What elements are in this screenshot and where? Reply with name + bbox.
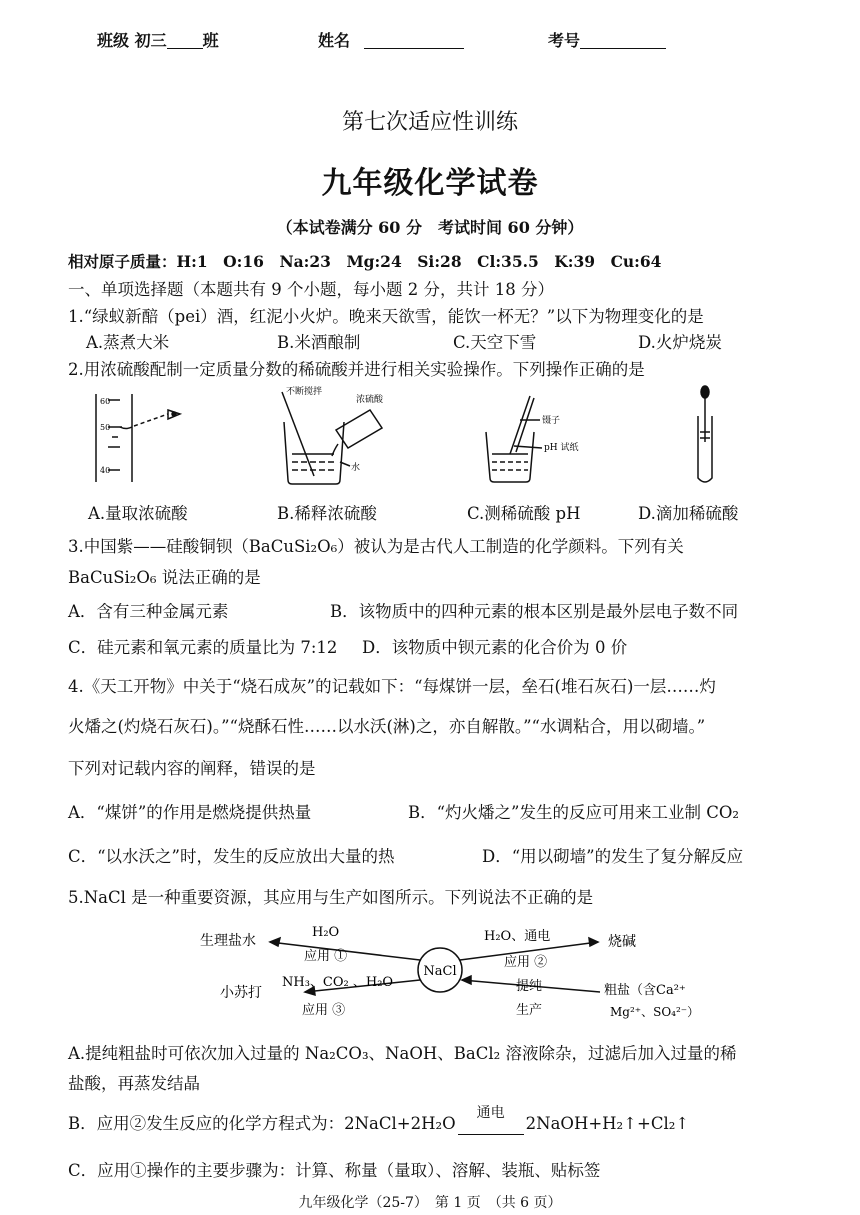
q3-option-d[interactable]: D．该物质中钡元素的化合价为 0 价 [362, 638, 628, 657]
exam-no-blank[interactable] [580, 47, 666, 49]
dropper-figure [698, 386, 712, 482]
q3-option-b[interactable]: B．该物质中的四种元素的根本区别是最外层电子数不同 [330, 602, 739, 621]
section-heading: 一、单项选择题（本题共有 9 个小题，每小题 2 分，共计 18 分） [68, 280, 554, 299]
q5-option-b-text: B．应用②发生反应的化学方程式为：2NaCl+2H₂O [68, 1114, 456, 1133]
q5-option-c[interactable]: C．应用①操作的主要步骤为：计算、称量（量取）、溶解、装瓶、贴标签 [68, 1161, 601, 1180]
q2-option-b[interactable]: B.稀释浓硫酸 [277, 504, 377, 523]
q4-option-d[interactable]: D．“用以砌墙”的发生了复分解反应 [482, 847, 744, 866]
question-4-line-2: 火燔之(灼烧石灰石)。”“烧酥石性……以水沃(淋)之，亦自解散。”“水调粘合，用以砌墙。” [68, 717, 706, 736]
question-4-line-1: 4.《天工开物》中关于“烧石成灰”的记载如下：“每煤饼一层，垒石(堆石灰石)一层……灼 [68, 677, 716, 696]
app-2-label: 应用 ② [504, 955, 548, 970]
tweezers-label: 镊子 [542, 416, 561, 426]
exam-no-label: 考号 [548, 31, 581, 50]
page-title: 九年级化学试卷 [321, 166, 539, 201]
cylinder-mark-50: 50 [100, 423, 111, 432]
q1-option-a[interactable]: A.蒸煮大米 [86, 333, 170, 352]
reaction-condition-label: 通电 [476, 1105, 505, 1121]
right-top-reagent: H₂O、通电 [484, 929, 551, 944]
q5-option-b[interactable] [68, 1105, 690, 1135]
page-footer: 九年级化学（25-7） 第 1 页 （共 6 页） [298, 1195, 562, 1211]
q5-option-b-products: 2NaOH+H₂↑+Cl₂↑ [525, 1114, 690, 1133]
reaction-condition [458, 1105, 524, 1135]
left-bottom-reagent: NH₃、CO₂ 、H₂O [282, 975, 394, 990]
class-label: 班级 [97, 31, 130, 50]
question-3-stem-2: BaCuSi₂O₆ 说法正确的是 [68, 568, 261, 587]
ph-test-figure [486, 396, 542, 482]
name-label: 姓名 [318, 31, 351, 50]
nacl-center: NaCl [423, 964, 457, 979]
left-top-reagent: H₂O [312, 925, 340, 940]
crude-salt-label: 粗盐（含Ca²⁺ [604, 983, 686, 998]
q1-option-c[interactable]: C.天空下雪 [453, 333, 537, 352]
q1-option-d[interactable]: D.火炉烧炭 [638, 333, 722, 352]
water-label: 水 [351, 463, 361, 473]
q1-option-b[interactable]: B.米酒酿制 [277, 333, 361, 352]
q5-option-a-line-1[interactable]: A.提纯粗盐时可依次加入过量的 Na₂CO₃、NaOH、BaCl₂ 溶液除杂，过滤后加入过量的稀 [68, 1044, 737, 1063]
purify-label: 提纯 [516, 979, 543, 994]
acid-label: 浓硫酸 [356, 395, 384, 405]
subtitle: 第七次适应性训练 [341, 110, 518, 135]
question-2-stem: 2.用浓硫酸配制一定质量分数的稀硫酸并进行相关实验操作。下列操作正确的是 [68, 360, 645, 379]
crude-salt-ions: Mg²⁺、SO₄²⁻） [610, 1005, 700, 1019]
q3-option-a[interactable]: A．含有三种金属元素 [68, 602, 229, 621]
q4-option-a[interactable]: A．“煤饼”的作用是燃烧提供热量 [68, 803, 312, 822]
exam-no-field [548, 28, 666, 51]
app-3-label: 应用 ③ [302, 1003, 346, 1018]
class-suffix: 班 [202, 31, 219, 50]
nacl-diagram [190, 918, 790, 1028]
q2-figures [70, 382, 790, 497]
name-blank[interactable] [364, 47, 464, 49]
name-field [318, 28, 464, 51]
produce-label: 生产 [516, 1003, 543, 1018]
class-field [97, 28, 219, 51]
q3-option-c[interactable]: C．硅元素和氧元素的质量比为 7:12 [68, 638, 338, 657]
question-1-stem: 1.“绿蚁新醅（pei）酒，红泥小火炉。晚来天欲雪，能饮一杯无？”以下为物理变化的是 [68, 307, 704, 326]
q2-option-a[interactable]: A.量取浓硫酸 [88, 504, 188, 523]
question-5-stem: 5.NaCl 是一种重要资源，其应用与生产如图所示。下列说法不正确的是 [68, 888, 594, 907]
stir-label: 不断搅拌 [286, 387, 323, 397]
dilution-figure [282, 392, 382, 484]
q5-option-a-line-2[interactable]: 盐酸，再蒸发结晶 [68, 1074, 200, 1093]
caustic-soda-label: 烧碱 [608, 934, 636, 950]
atomic-masses: 相对原子质量：H:1 O:16 Na:23 Mg:24 Si:28 Cl:35.5 K:39 Cu:64 [68, 252, 662, 271]
cylinder-mark-40: 40 [100, 466, 111, 475]
cylinder-mark-60: 60 [100, 397, 111, 406]
question-3-stem: 3.中国紫——硅酸铜钡（BaCuSi₂O₆）被认为是古代人工制造的化学颜料。下列有关 [68, 537, 684, 556]
exam-note: （本试卷满分 60 分 考试时间 60 分钟） [276, 218, 584, 237]
q2-option-d[interactable]: D.滴加稀硫酸 [638, 504, 739, 523]
question-4-line-3: 下列对记载内容的阐释，错误的是 [68, 759, 316, 778]
app-1-label: 应用 ① [304, 949, 348, 964]
class-prefix: 初三 [134, 31, 167, 50]
ph-paper-label: pH 试纸 [544, 443, 579, 453]
class-blank[interactable] [167, 47, 203, 49]
q2-option-c[interactable]: C.测稀硫酸 pH [467, 504, 581, 523]
q4-option-b[interactable]: B．“灼火燔之”发生的反应可用来工业制 CO₂ [408, 803, 740, 822]
baking-soda-label: 小苏打 [220, 985, 262, 1001]
q4-option-c[interactable]: C．“以水沃之”时，发生的反应放出大量的热 [68, 847, 395, 866]
saline-label: 生理盐水 [200, 933, 256, 949]
